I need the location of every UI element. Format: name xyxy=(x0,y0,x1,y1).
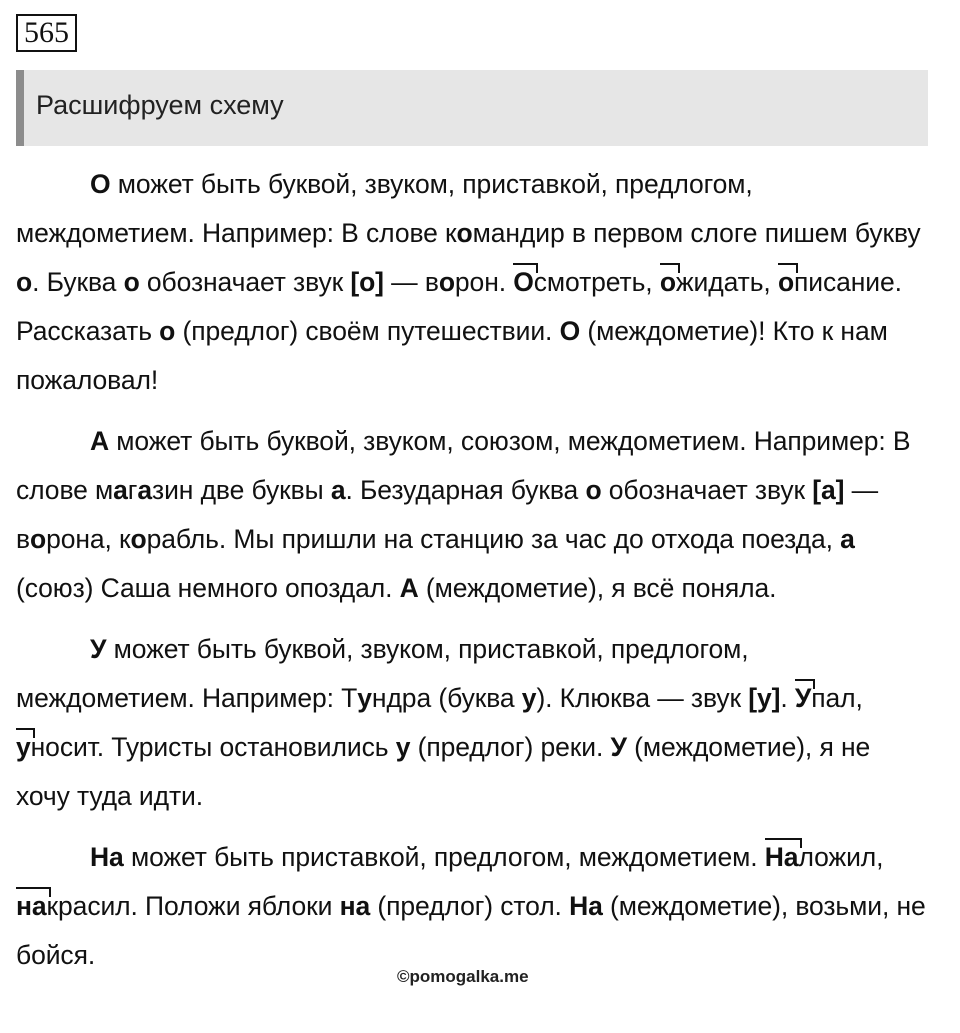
task-number: 565 xyxy=(16,14,77,52)
prefix-mark: на xyxy=(16,891,47,921)
text-run: (междометие)! Кто к нам пожаловал! xyxy=(16,316,888,395)
bold-highlight: На xyxy=(569,891,603,921)
text-run: рабль. Мы пришли на станцию за час до отхода поезда, xyxy=(146,524,841,554)
bold-highlight: О xyxy=(559,316,581,346)
text-run: — в xyxy=(16,475,879,554)
prefix-mark: о xyxy=(777,267,795,297)
text-run: . Безударная буква xyxy=(345,475,586,505)
text-run: (междометие), я не хочу туда идти. xyxy=(16,732,871,811)
paragraph-u xyxy=(16,625,931,821)
bold-highlight: А xyxy=(399,573,419,603)
text-run: носит. Туристы остановились xyxy=(30,732,396,762)
text-run: — в xyxy=(383,267,439,297)
bold-highlight: [о] xyxy=(350,267,384,297)
paragraph-a xyxy=(16,417,931,613)
text-run: . Буква xyxy=(32,267,124,297)
text-run: ндра (буква xyxy=(371,683,522,713)
bold-highlight: а xyxy=(840,524,855,554)
text-run: зин две буквы xyxy=(152,475,331,505)
text-run: смотреть, xyxy=(533,267,660,297)
text-run: (предлог) реки. xyxy=(410,732,611,762)
bold-highlight: а xyxy=(330,475,346,505)
text-run: может быть приставкой, предлогом, междометием. xyxy=(123,842,765,872)
bold-highlight: О xyxy=(90,169,111,199)
bold-highlight: у xyxy=(521,683,537,713)
bold-highlight: о xyxy=(159,316,176,346)
bold-highlight: у xyxy=(395,732,411,762)
text-run: ложил, xyxy=(798,842,884,872)
bold-highlight: На xyxy=(90,842,124,872)
text-run: обозначает звук xyxy=(601,475,813,505)
text-run: (предлог) стол. xyxy=(370,891,570,921)
text-run: ). Клюква — звук xyxy=(536,683,749,713)
text-run: может быть буквой, звуком, приставкой, предлогом, междометием. Например: Т xyxy=(16,634,749,713)
bold-highlight: о xyxy=(438,267,455,297)
bold-highlight: о xyxy=(16,267,33,297)
bold-highlight: о xyxy=(123,267,140,297)
text-run: (междометие), возьми, не бойся. xyxy=(16,891,926,970)
text-run: г xyxy=(127,475,138,505)
bold-highlight: [а] xyxy=(812,475,845,505)
bold-highlight: У xyxy=(610,732,627,762)
prefix-mark: О xyxy=(513,267,534,297)
bold-highlight: [у] xyxy=(748,683,781,713)
bold-highlight: а xyxy=(113,475,128,505)
bold-highlight: А xyxy=(90,426,110,456)
prefix-mark: На xyxy=(764,842,799,872)
bold-highlight: о xyxy=(130,524,147,554)
answer-text xyxy=(16,160,931,992)
text-run: красил. Положи яблоки xyxy=(46,891,340,921)
text-run: обозначает звук xyxy=(139,267,351,297)
bold-highlight: на xyxy=(339,891,371,921)
bold-highlight: о xyxy=(29,524,47,554)
text-run: может быть буквой, звуком, приставкой, предлогом, междометием. Например: В слове к xyxy=(16,169,753,248)
text-run: рон. xyxy=(454,267,514,297)
bold-highlight: о xyxy=(585,475,602,505)
text-run: (союз) Саша немного опоздал. xyxy=(16,573,400,603)
text-run: (междометие), я всё поняла. xyxy=(418,573,777,603)
text-run: писание. Рассказать xyxy=(16,267,902,346)
text-run: мандир в первом слоге пишем букву xyxy=(472,218,921,248)
prefix-mark: У xyxy=(794,683,812,713)
paragraph-o xyxy=(16,160,931,405)
bold-highlight: у xyxy=(357,683,372,713)
text-run: пал, xyxy=(811,683,863,713)
text-run: рона, к xyxy=(46,524,131,554)
section-header xyxy=(16,70,928,146)
text-run: жидать, xyxy=(675,267,778,297)
paragraph-na xyxy=(16,833,931,980)
prefix-mark: у xyxy=(16,732,31,762)
bold-highlight: У xyxy=(90,634,107,664)
prefix-mark: о xyxy=(659,267,676,297)
text-run: . xyxy=(780,683,795,713)
text-run: (предлог) своём путешествии. xyxy=(175,316,560,346)
section-title: Расшифруем схему xyxy=(36,90,284,120)
text-run: может быть буквой, звуком, союзом, междометием. Например: В слове м xyxy=(16,426,911,505)
bold-highlight: о xyxy=(456,218,473,248)
watermark: ©pomogalka.me xyxy=(397,967,529,986)
bold-highlight: а xyxy=(137,475,153,505)
